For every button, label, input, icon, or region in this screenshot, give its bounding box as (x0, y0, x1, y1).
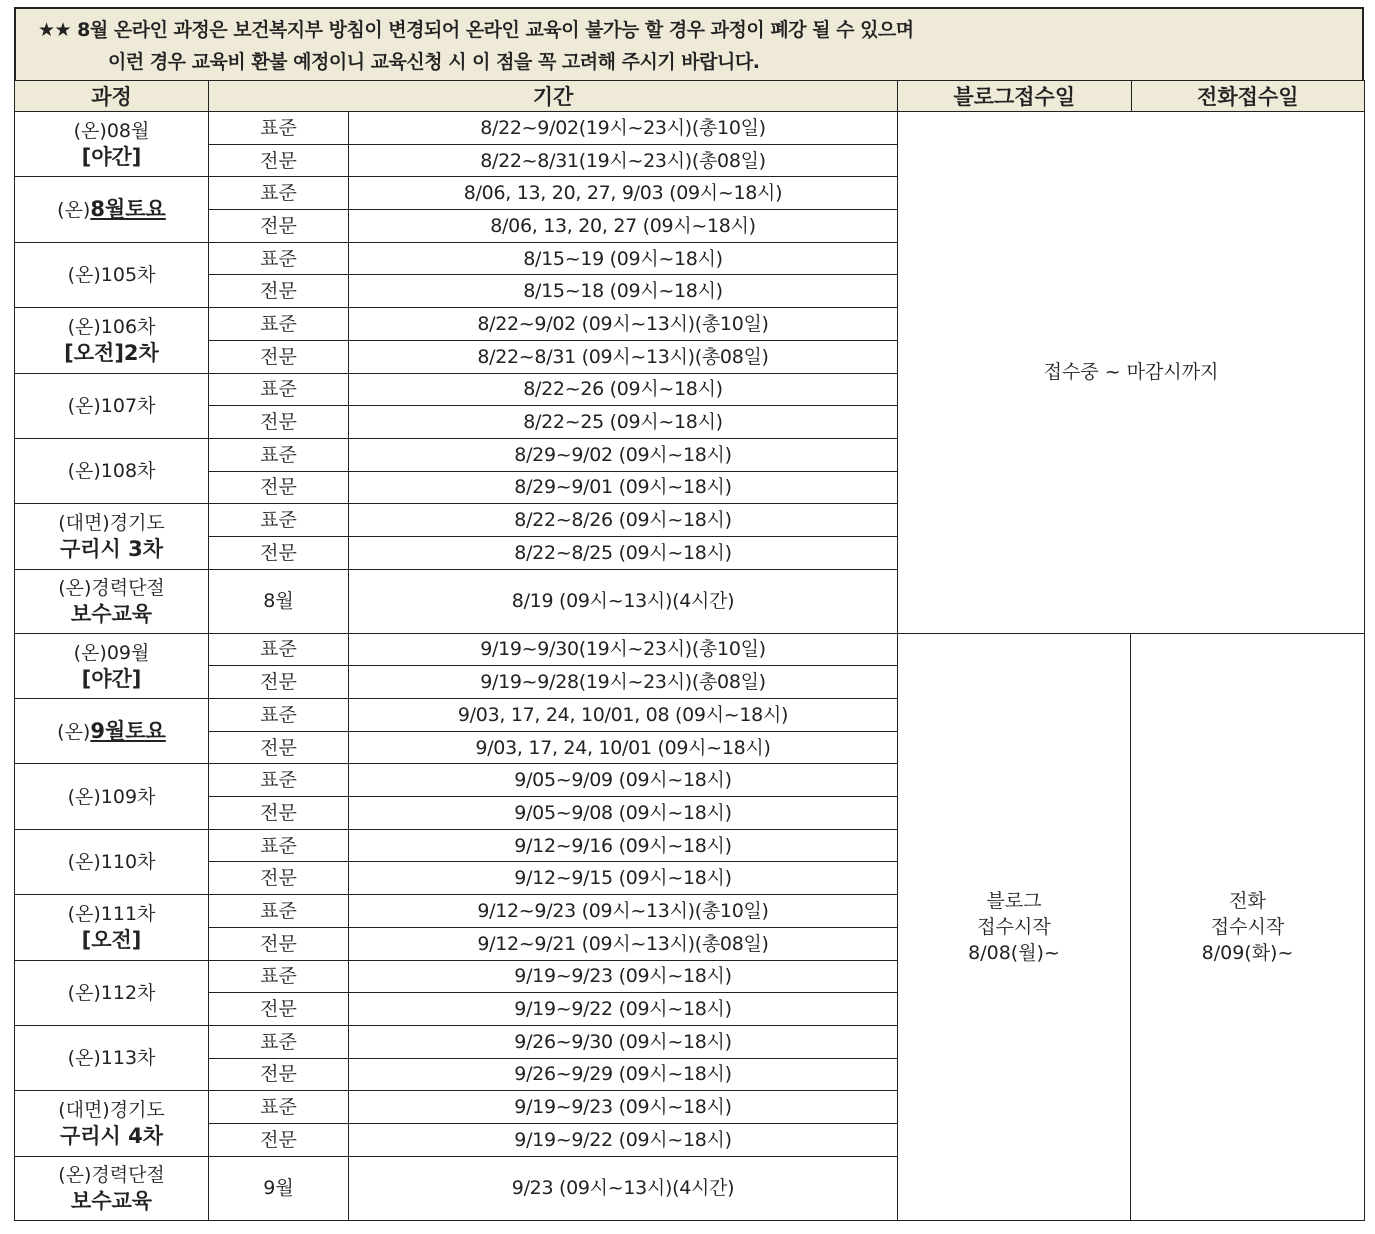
course-period: 9/12~9/16 (09시~18시) (349, 829, 898, 862)
table-header-row (15, 81, 1365, 112)
header-phone: 전화접수일 (1131, 81, 1365, 111)
course-type: 전문 (209, 144, 349, 177)
header-blog: 블로그접수일 (953, 85, 1076, 109)
course-prefix: (온)108차 (67, 460, 156, 483)
course-name (15, 112, 209, 177)
course-name-line-2: 보수교육 (70, 1189, 153, 1214)
course-period: 9/03, 17, 24, 10/01, 08 (09시~18시) (349, 699, 898, 732)
course-period: 8/15~18 (09시~18시) (349, 275, 898, 308)
phone-reception-l2: 접수시작 (1210, 915, 1285, 938)
header-course: 과정 (15, 81, 209, 112)
course-period: 8/22~8/25 (09시~18시) (349, 536, 898, 569)
schedule-body (15, 112, 1365, 1221)
course-name-line-1 (15, 640, 208, 666)
course-period: 8/22~26 (09시~18시) (349, 373, 898, 406)
course-prefix: (온)09월 (73, 641, 150, 664)
course-period: 8/22~8/31(19시~23시)(총08일) (349, 144, 898, 177)
course-prefix: (온)109차 (67, 785, 156, 808)
course-name (15, 960, 209, 1025)
course-period: 8/06, 13, 20, 27, 9/03 (09시~18시) (349, 177, 898, 210)
course-name (15, 504, 209, 569)
course-period: 9/19~9/22 (09시~18시) (349, 1123, 898, 1156)
course-type: 표준 (209, 633, 349, 666)
course-period: 9/26~9/30 (09시~18시) (349, 1025, 898, 1058)
course-prefix: (대면)경기도 (58, 512, 165, 535)
course-name-line-1 (15, 262, 208, 288)
course-period: 8/29~9/02 (09시~18시) (349, 438, 898, 471)
course-type: 전문 (209, 406, 349, 439)
course-period: 9/19~9/23 (09시~18시) (349, 960, 898, 993)
course-period: 9/19~9/28(19시~23시)(총08일) (349, 666, 898, 699)
course-name (15, 177, 209, 242)
course-period: 9/03, 17, 24, 10/01 (09시~18시) (349, 731, 898, 764)
course-name (15, 1025, 209, 1090)
header-period: 기간 (209, 81, 898, 112)
course-type: 전문 (209, 1058, 349, 1091)
course-name (15, 1091, 209, 1156)
course-type: 표준 (209, 960, 349, 993)
course-type: 전문 (209, 1123, 349, 1156)
course-period: 8/22~8/26 (09시~18시) (349, 504, 898, 537)
course-highlight: 8월토요 (90, 197, 166, 222)
course-type: 표준 (209, 504, 349, 537)
course-name-line-2: 보수교육 (70, 602, 153, 627)
course-name (15, 829, 209, 894)
course-type: 표준 (209, 1091, 349, 1124)
course-name-line-2: 구리시 3차 (59, 537, 164, 562)
course-prefix: (온)105차 (67, 263, 156, 286)
course-name-line-1 (15, 393, 208, 419)
course-period: 9/05~9/09 (09시~18시) (349, 764, 898, 797)
course-period: 8/22~9/02(19시~23시)(총10일) (349, 112, 898, 145)
course-type: 표준 (209, 1025, 349, 1058)
course-highlight: 9월토요 (90, 718, 166, 743)
course-name-line-2: [오전]2차 (64, 341, 159, 366)
course-type: 전문 (209, 210, 349, 243)
course-name-line-2: [오전] (81, 928, 142, 953)
course-type: 전문 (209, 471, 349, 504)
course-type: 표준 (209, 829, 349, 862)
course-type: 전문 (209, 731, 349, 764)
course-type: 표준 (209, 308, 349, 341)
course-type: 표준 (209, 373, 349, 406)
course-name-line-1 (15, 575, 208, 601)
phone-reception-l3: 8/09(화)~ (1201, 941, 1294, 964)
notice-line-1: ★★ 8월 온라인 과정은 보건복지부 방침이 변경되어 온라인 교육이 불가능 할 경우 과정이 폐강 될 수 있으며 (38, 19, 914, 41)
course-type: 전문 (209, 340, 349, 373)
course-prefix: (온)107차 (67, 394, 156, 417)
course-type: 표준 (209, 438, 349, 471)
course-prefix: (온)경력단절 (58, 577, 165, 600)
course-name-line-1 (15, 1097, 208, 1123)
course-name-line-2: 구리시 4차 (59, 1124, 164, 1149)
course-name (15, 633, 209, 698)
course-period: 9/26~9/29 (09시~18시) (349, 1058, 898, 1091)
course-prefix: (온)113차 (67, 1047, 156, 1070)
course-name-line-1 (15, 849, 208, 875)
course-name-line-1 (15, 196, 208, 223)
blog-reception-l3: 8/08(월)~ (968, 941, 1060, 964)
course-period: 8/22~9/02 (09시~13시)(총10일) (349, 308, 898, 341)
course-name-line-1 (15, 1162, 208, 1188)
course-prefix: (온) (57, 199, 91, 222)
course-period: 9/05~9/08 (09시~18시) (349, 797, 898, 830)
course-prefix: (온)110차 (67, 850, 156, 873)
course-period: 8/19 (09시~13시)(4시간) (349, 569, 898, 633)
phone-reception-l1: 전화 (1229, 889, 1266, 912)
schedule-container (14, 7, 1364, 1221)
course-name (15, 895, 209, 960)
blog-reception-l2: 접수시작 (977, 915, 1051, 938)
course-type: 전문 (209, 797, 349, 830)
course-name-line-1 (15, 784, 208, 810)
course-name (15, 569, 209, 633)
table-row (15, 633, 1365, 666)
course-type: 표준 (209, 895, 349, 928)
course-name-line-1 (15, 901, 208, 927)
course-period: 9/19~9/23 (09시~18시) (349, 1091, 898, 1124)
course-name-line-1 (15, 1045, 208, 1071)
table-row (15, 112, 1365, 145)
course-name (15, 242, 209, 307)
course-period: 9/19~9/22 (09시~18시) (349, 993, 898, 1026)
course-name-line-2: [야간] (81, 145, 142, 170)
course-prefix: (온)경력단절 (58, 1164, 165, 1187)
course-name (15, 308, 209, 373)
notice-banner (14, 7, 1364, 80)
course-period: 9/23 (09시~13시)(4시간) (349, 1156, 898, 1220)
course-period: 9/12~9/15 (09시~18시) (349, 862, 898, 895)
course-type: 전문 (209, 666, 349, 699)
course-name-line-1 (15, 118, 208, 144)
blog-reception-l1: 블로그 (986, 889, 1042, 912)
course-name (15, 1156, 209, 1220)
course-name-line-1 (15, 458, 208, 484)
schedule-table (14, 80, 1365, 1221)
course-period: 9/19~9/30(19시~23시)(총10일) (349, 633, 898, 666)
course-type: 표준 (209, 764, 349, 797)
course-prefix: (온)112차 (67, 981, 156, 1004)
course-period: 8/22~8/31 (09시~13시)(총08일) (349, 340, 898, 373)
course-type: 표준 (209, 177, 349, 210)
course-type: 9월 (209, 1156, 349, 1220)
course-prefix: (대면)경기도 (58, 1099, 165, 1122)
notice-line-2: 이런 경우 교육비 환불 예정이니 교육신청 시 이 점을 꼭 고려해 주시기 바랍니다. (108, 51, 760, 73)
course-name-line-2: [야간] (81, 666, 142, 691)
course-prefix: (온)08월 (73, 120, 150, 143)
course-type: 8월 (209, 569, 349, 633)
course-type: 전문 (209, 927, 349, 960)
september-blog-reception (898, 633, 1131, 1220)
course-period: 8/22~25 (09시~18시) (349, 406, 898, 439)
course-type: 표준 (209, 242, 349, 275)
course-type: 전문 (209, 993, 349, 1026)
course-period: 8/15~19 (09시~18시) (349, 242, 898, 275)
course-name-line-1 (15, 510, 208, 536)
course-prefix: (온)106차 (67, 316, 156, 339)
course-type: 전문 (209, 536, 349, 569)
course-name-line-1 (15, 718, 208, 745)
course-type: 전문 (209, 862, 349, 895)
course-type: 전문 (209, 275, 349, 308)
header-reception (898, 81, 1365, 112)
course-period: 9/12~9/23 (09시~13시)(총10일) (349, 895, 898, 928)
course-type: 표준 (209, 112, 349, 145)
course-period: 9/12~9/21 (09시~13시)(총08일) (349, 927, 898, 960)
august-reception-status: 접수중 ~ 마감시까지 (898, 112, 1365, 634)
course-name (15, 764, 209, 829)
course-prefix: (온) (57, 720, 91, 743)
course-name (15, 699, 209, 764)
course-type: 표준 (209, 699, 349, 732)
course-name-line-1 (15, 980, 208, 1006)
course-period: 8/06, 13, 20, 27 (09시~18시) (349, 210, 898, 243)
course-period: 8/29~9/01 (09시~18시) (349, 471, 898, 504)
course-name-line-1 (15, 314, 208, 340)
september-phone-reception (1131, 633, 1365, 1220)
course-name (15, 438, 209, 503)
course-prefix: (온)111차 (67, 903, 156, 926)
course-name (15, 373, 209, 438)
